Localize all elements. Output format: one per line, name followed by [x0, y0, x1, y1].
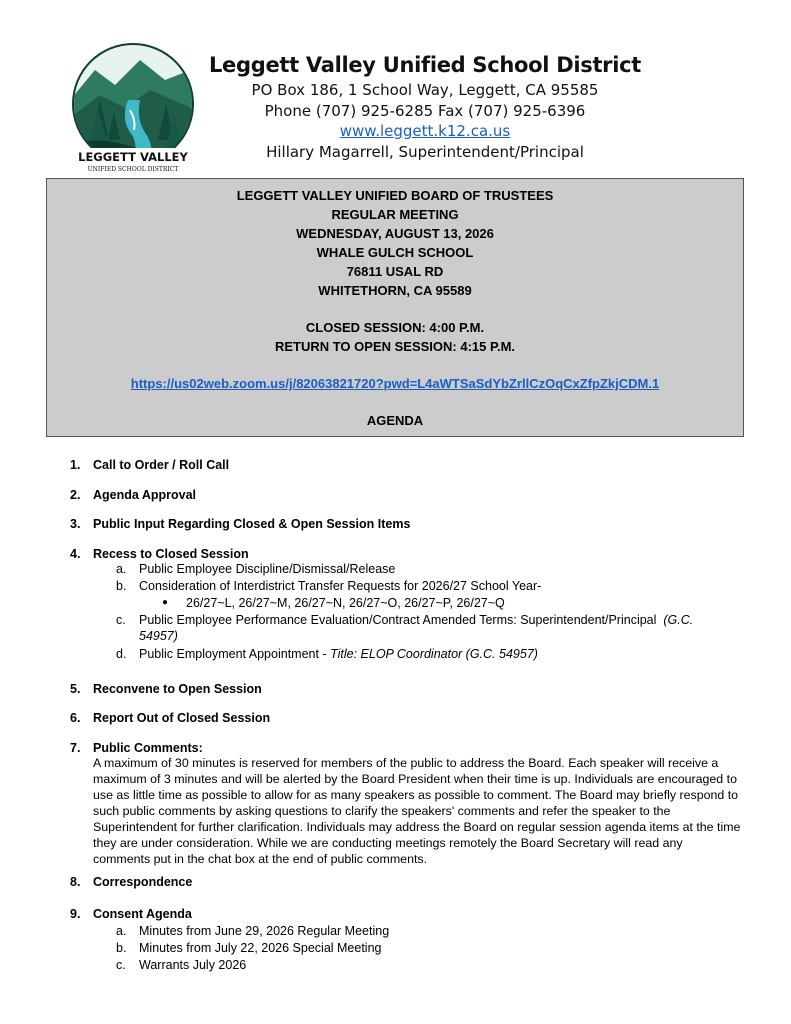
- agenda-item-title: Recess to Closed Session: [93, 547, 249, 561]
- subitem-text: Consideration of Interdistrict Transfer Requests for 2026/27 School Year-: [139, 579, 542, 593]
- item-number: 2.: [70, 488, 81, 502]
- banner-line: LEGGETT VALLEY UNIFIED BOARD OF TRUSTEES: [236, 188, 554, 203]
- banner-line: REGULAR MEETING: [331, 207, 459, 222]
- item-number: 5.: [70, 682, 81, 696]
- district-phone-fax: Phone (707) 925-6285 Fax (707) 925-6396: [264, 101, 586, 120]
- return-session-time: RETURN TO OPEN SESSION: 4:15 P.M.: [274, 339, 516, 354]
- subitem-text: Minutes from July 22, 2026 Special Meeting: [139, 941, 382, 955]
- banner-line: WHITETHORN, CA 95589: [318, 283, 472, 298]
- district-address: PO Box 186, 1 School Way, Leggett, CA 95585: [251, 81, 599, 99]
- subitem-text-line: [139, 646, 739, 662]
- district-name: Leggett Valley Unified School District: [208, 53, 642, 77]
- item-number: 3.: [70, 517, 81, 531]
- subitem-citation: 54957): [139, 629, 178, 643]
- subitem-label: c.: [116, 958, 126, 972]
- subitem-text: Minutes from June 29, 2026 Regular Meeting: [139, 924, 390, 938]
- subitem-text: Public Employee Discipline/Dismissal/Release: [139, 562, 396, 576]
- agenda-item-title: Reconvene to Open Session: [93, 682, 262, 696]
- agenda-heading: AGENDA: [366, 413, 424, 428]
- logo-text-sub: UNIFIED SCHOOL DISTRICT: [87, 166, 179, 173]
- subitem-citation: (G.C.: [663, 613, 694, 627]
- closed-session-time: CLOSED SESSION: 4:00 P.M.: [305, 320, 485, 335]
- banner-line: 76811 USAL RD: [346, 264, 444, 279]
- agenda-item-title: Public Comments:: [93, 741, 203, 755]
- subitem-label: d.: [116, 647, 127, 661]
- subitem-label: a.: [116, 562, 127, 576]
- item-number: 9.: [70, 907, 81, 921]
- agenda-item-title: Call to Order / Roll Call: [93, 458, 230, 472]
- meeting-banner: [46, 178, 744, 437]
- item-number: 8.: [70, 875, 81, 889]
- bullet-dot-icon: ●: [162, 597, 169, 608]
- subitem-text: Public Employment Appointment -: [139, 647, 331, 661]
- logo-text-main: LEGGETT VALLEY: [78, 150, 188, 164]
- banner-line: WEDNESDAY, AUGUST 13, 2026: [296, 226, 494, 241]
- item-number: 1.: [70, 458, 81, 472]
- item-number: 6.: [70, 711, 81, 725]
- zoom-meeting-link[interactable]: https://us02web.zoom.us/j/82063821720?pwd=L4aWTSaSdYbZrllCzOqCxZfpZkjCDM.1: [130, 376, 660, 391]
- district-website-link[interactable]: www.leggett.k12.ca.us: [339, 122, 511, 140]
- subitem-text: Public Employee Performance Evaluation/Contract Amended Terms: Superintendent/Principal: [139, 613, 657, 627]
- letterhead: [200, 50, 650, 162]
- item-number: 7.: [70, 741, 81, 755]
- banner-line: WHALE GULCH SCHOOL: [316, 245, 474, 260]
- subitem-label: b.: [116, 941, 127, 955]
- subitem-text: Warrants July 2026: [139, 958, 247, 972]
- subitem-text-line: [139, 612, 739, 628]
- subitem-citation: Title: ELOP Coordinator (G.C. 54957): [330, 647, 538, 661]
- agenda-item-title: Report Out of Closed Session: [93, 711, 271, 725]
- superintendent-line: Hillary Magarrell, Superintendent/Principal: [266, 142, 584, 161]
- public-comments-paragraph: A maximum of 30 minutes is reserved for members of the public to address the Board. Each speaker will receive a maximum of 3 minutes and will be alerted by the Board President when their time is up. Individuals are encouraged to use as little time as possible to allow for as many speakers as possible to comment. The Board may briefly respond to such public comments by asking questions to clarify the speakers' comments and refer the speaker to the Superintendent for further clarification. Individuals may address the Board on regular session agenda items at the time they are under consideration. While we are conducting meetings remotely the Board Secretary will read any comments put in the chat box at the end of public comments.: [93, 756, 741, 866]
- subitem-label: c.: [116, 613, 126, 627]
- subitem-label: b.: [116, 579, 127, 593]
- agenda-item-title: Public Input Regarding Closed & Open Session Items: [93, 517, 411, 531]
- agenda-item-title: Consent Agenda: [93, 907, 192, 921]
- item-number: 4.: [70, 547, 81, 561]
- agenda-item-title: Correspondence: [93, 875, 193, 889]
- transfer-request-codes: 26/27~L, 26/27~M, 26/27~N, 26/27~O, 26/27~P, 26/27~Q: [186, 596, 505, 610]
- subitem-label: a.: [116, 924, 127, 938]
- district-logo-icon: [70, 40, 196, 174]
- agenda-item-title: Agenda Approval: [93, 488, 197, 502]
